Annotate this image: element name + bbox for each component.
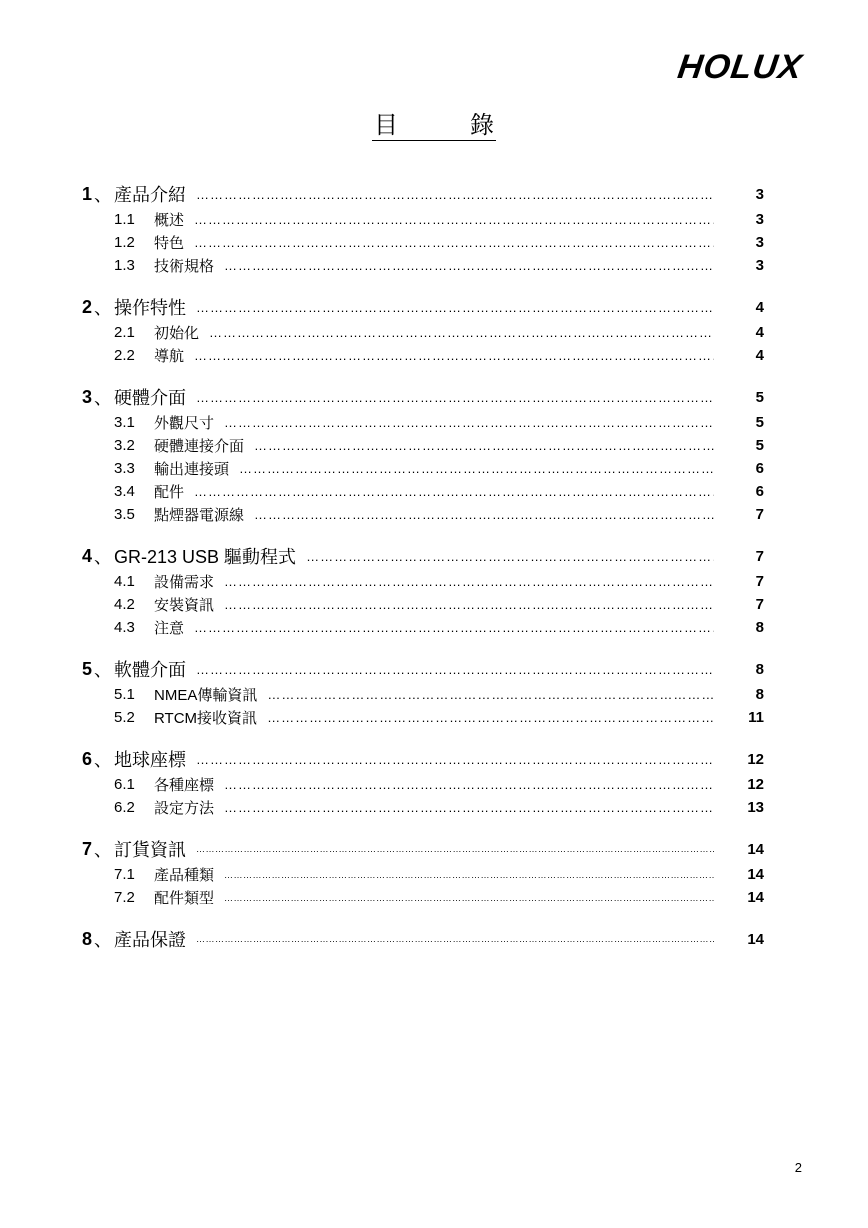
toc-subsection-entry[interactable] [82,208,764,231]
subsection-number: 2.2 [114,347,135,364]
toc-section [82,293,764,367]
subsection-page: 11 [748,709,764,726]
subsection-title: 產品種類 [154,867,215,884]
subsection-number: 3.5 [114,506,135,523]
subsection-title: 配件類型 [154,890,215,907]
subsection-title: 輸出連接頭 [154,461,230,478]
subsection-number: 1.3 [114,257,135,274]
chapter-title: 地球座標 [114,750,187,770]
chapter-page: 14 [747,930,764,948]
dot-leader [194,620,714,635]
dot-leader [196,390,714,405]
dot-leader [194,348,714,363]
chapter-separator: 、 [94,185,113,205]
chapter-separator: 、 [94,547,113,567]
chapter-separator: 、 [94,840,113,860]
subsection-page: 13 [747,799,764,816]
chapter-page: 3 [755,185,764,203]
chapter-number: 4 [82,545,93,566]
chapter-separator: 、 [94,660,113,680]
toc-subsection-entry[interactable] [82,593,764,616]
toc-subsection-entry[interactable] [82,773,764,796]
chapter-separator: 、 [94,930,113,950]
toc-chapter-entry[interactable] [82,180,764,208]
toc-subsection-entry[interactable] [82,616,764,639]
subsection-title: 設定方法 [154,800,215,817]
chapter-title: 訂貨資訊 [114,840,187,860]
toc-section [82,835,764,909]
chapter-page: 8 [755,660,764,678]
chapter-number: 2 [82,296,93,317]
subsection-number: 6.1 [114,776,135,793]
subsection-title: RTCM接收資訊 [154,710,258,727]
dot-leader [196,934,714,944]
dot-leader [224,777,714,792]
subsection-number: 7.1 [114,866,135,883]
toc-chapter-entry[interactable] [82,383,764,411]
chapter-separator: 、 [94,298,113,318]
subsection-title: 注意 [154,620,185,637]
subsection-number: 3.3 [114,460,135,477]
toc-chapter-entry[interactable] [82,925,764,953]
subsection-number: 1.1 [114,211,135,228]
dot-leader [194,484,714,499]
toc-chapter-entry[interactable] [82,745,764,773]
toc-chapter-entry[interactable] [82,835,764,863]
chapter-number: 8 [82,928,93,949]
subsection-number: 4.1 [114,573,135,590]
chapter-page: 5 [755,388,764,406]
subsection-title: 特色 [154,235,185,252]
subsection-page: 3 [755,234,764,251]
chapter-title: 產品保證 [114,930,187,950]
toc-subsection-entry[interactable] [82,683,764,706]
dot-leader [224,574,714,589]
chapter-title: GR-213 USB 驅動程式 [114,547,297,567]
chapter-number: 6 [82,748,93,769]
subsection-title: 初始化 [154,325,200,342]
dot-leader [224,870,714,880]
toc-section [82,542,764,639]
subsection-page: 5 [755,414,764,431]
subsection-number: 5.1 [114,686,135,703]
toc-subsection-entry[interactable] [82,344,764,367]
chapter-number: 5 [82,658,93,679]
toc-section [82,745,764,819]
subsection-page: 12 [747,776,764,793]
toc-subsection-entry[interactable] [82,570,764,593]
subsection-number: 1.2 [114,234,135,251]
chapter-title: 硬體介面 [114,388,187,408]
toc-subsection-entry[interactable] [82,503,764,526]
toc-section [82,383,764,526]
dot-leader [224,597,714,612]
subsection-number: 7.2 [114,889,135,906]
toc-subsection-entry[interactable] [82,434,764,457]
dot-leader [196,752,714,767]
subsection-number: 3.2 [114,437,135,454]
subsection-title: 導航 [154,348,185,365]
subsection-page: 8 [755,619,764,636]
subsection-number: 6.2 [114,799,135,816]
holux-logo: HOLUX [675,48,805,86]
dot-leader [196,187,714,202]
toc-subsection-entry[interactable] [82,480,764,503]
subsection-page: 3 [755,257,764,274]
subsection-page: 7 [755,506,764,523]
subsection-title: 外觀尺寸 [154,415,215,432]
toc-subsection-entry[interactable] [82,706,764,729]
subsection-number: 2.1 [114,324,135,341]
chapter-number: 3 [82,386,93,407]
dot-leader [224,415,714,430]
toc-section [82,655,764,729]
toc-subsection-entry[interactable] [82,254,764,277]
subsection-title: 概述 [154,212,185,229]
chapter-page: 14 [747,840,764,858]
toc-subsection-entry[interactable] [82,457,764,480]
subsection-page: 5 [755,437,764,454]
chapter-title: 操作特性 [114,298,187,318]
dot-leader [196,662,714,677]
toc-chapter-entry[interactable] [82,655,764,683]
toc-subsection-entry[interactable] [82,796,764,819]
subsection-number: 5.2 [114,709,135,726]
subsection-title: 技術規格 [154,258,215,275]
dot-leader [196,844,714,854]
subsection-title: 硬體連接介面 [154,438,245,455]
subsection-page: 6 [755,483,764,500]
chapter-page: 12 [747,750,764,768]
subsection-title: 設備需求 [154,574,215,591]
toc-section [82,925,764,953]
dot-leader [306,549,714,564]
dot-leader [194,212,714,227]
table-of-contents [82,180,764,969]
subsection-page: 4 [755,347,764,364]
subsection-title: 配件 [154,484,185,501]
toc-chapter-entry[interactable] [82,293,764,321]
dot-leader [194,235,714,250]
dot-leader [209,325,714,340]
dot-leader [196,300,714,315]
chapter-number: 7 [82,838,93,859]
toc-subsection-entry[interactable] [82,863,764,886]
page-title [0,112,868,141]
toc-chapter-entry[interactable] [82,542,764,570]
subsection-page: 6 [755,460,764,477]
subsection-title: 安裝資訊 [154,597,215,614]
dot-leader [267,710,714,725]
subsection-page: 14 [747,866,764,883]
page-title-text: 目 錄 [374,112,494,139]
dot-leader [267,687,714,702]
subsection-page: 7 [755,596,764,613]
toc-subsection-entry[interactable] [82,321,764,344]
chapter-page: 4 [755,298,764,316]
subsection-number: 4.3 [114,619,135,636]
subsection-title: 各種座標 [154,777,215,794]
dot-leader [254,507,714,522]
toc-subsection-entry[interactable] [82,411,764,434]
subsection-page: 4 [755,324,764,341]
toc-subsection-entry[interactable] [82,231,764,254]
toc-subsection-entry[interactable] [82,886,764,909]
subsection-page: 3 [755,211,764,228]
page-number: 2 [794,1160,802,1175]
subsection-page: 8 [755,686,764,703]
dot-leader [224,800,714,815]
chapter-title: 產品介紹 [114,185,187,205]
dot-leader [239,461,714,476]
chapter-separator: 、 [94,750,113,770]
subsection-title: 點煙器電源線 [154,507,245,524]
chapter-number: 1 [82,183,93,204]
subsection-number: 4.2 [114,596,135,613]
chapter-page: 7 [755,547,764,565]
dot-leader [224,258,714,273]
subsection-page: 14 [747,889,764,906]
chapter-separator: 、 [94,388,113,408]
subsection-page: 7 [755,573,764,590]
dot-leader [224,893,714,903]
subsection-number: 3.4 [114,483,135,500]
toc-section [82,180,764,277]
subsection-number: 3.1 [114,414,135,431]
chapter-title: 軟體介面 [114,660,187,680]
subsection-title: NMEA傳輸資訊 [154,687,258,704]
dot-leader [254,438,714,453]
